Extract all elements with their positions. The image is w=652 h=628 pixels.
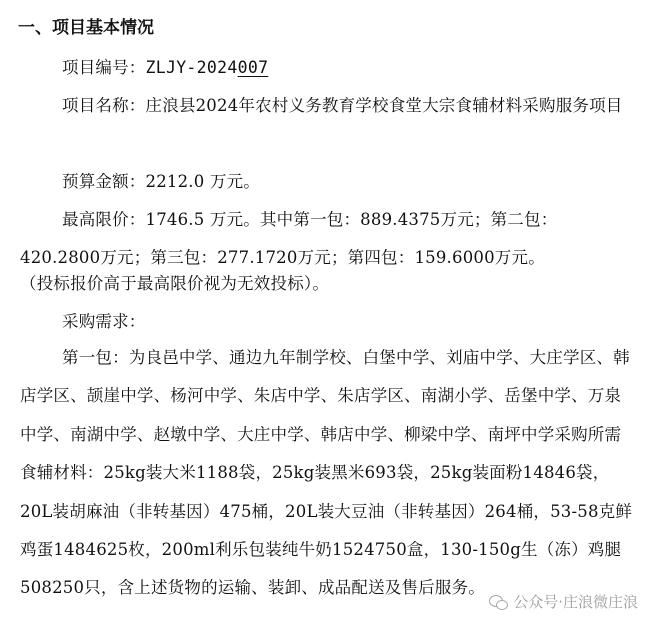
project-name-line bbox=[20, 87, 634, 125]
project-name-value: 庄浪县2024年农村义务教育学校食堂大宗食辅材料采购服务项目 bbox=[145, 96, 623, 115]
project-code-line bbox=[20, 49, 634, 87]
max-price-label: 最高限价： bbox=[62, 210, 146, 229]
watermark bbox=[489, 591, 638, 612]
invalid-bid-note: （投标报价高于最高限价视为无效投标）。 bbox=[20, 274, 330, 293]
budget-value: 2212.0 万元。 bbox=[145, 172, 260, 191]
budget-line bbox=[20, 163, 634, 201]
project-code-label: 项目编号： bbox=[62, 58, 146, 77]
project-name-label: 项目名称： bbox=[62, 96, 146, 115]
demand-label: 采购需求： bbox=[62, 312, 146, 331]
max-price-value: 1746.5 万元。其中第一包：889.4375万元；第二包：420.2800万元；第三包：277.1720万元；第四包：159.6000万元。 bbox=[20, 210, 558, 268]
wechat-icon bbox=[489, 594, 507, 610]
demand-text: 第一包：为良邑中学、通边九年制学校、白堡中学、刘庙中学、大庄学区、韩店学区、颉崖中学、杨河中学、朱店中学、朱店学区、南湖小学、岳堡中学、万泉中学、南湖中学、赵墩中学、大庄中学、韩店中学、柳梁中学、南坪中学采购所需食辅材料：25kg装大米1188袋，25kg装黑米693袋，25kg装面粉14846袋，20L装胡麻油（非转基因）475桶，20L装大豆油（非转基因）264桶，53-58克鲜鸡蛋1484625枚，200ml利乐包装纯牛奶1524750盒，130-150g生（冻）鸡腿508250只，含上述货物的运输、装卸、成品配送及售后服务。 bbox=[20, 348, 633, 598]
watermark-text: 公众号·庄浪微庄浪 bbox=[513, 593, 638, 611]
project-code-suffix: 007 bbox=[237, 58, 269, 77]
project-code-prefix: ZLJY-2024 bbox=[145, 58, 238, 77]
budget-label: 预算金额： bbox=[62, 172, 146, 191]
section-heading: 一、项目基本情况 bbox=[18, 18, 154, 38]
